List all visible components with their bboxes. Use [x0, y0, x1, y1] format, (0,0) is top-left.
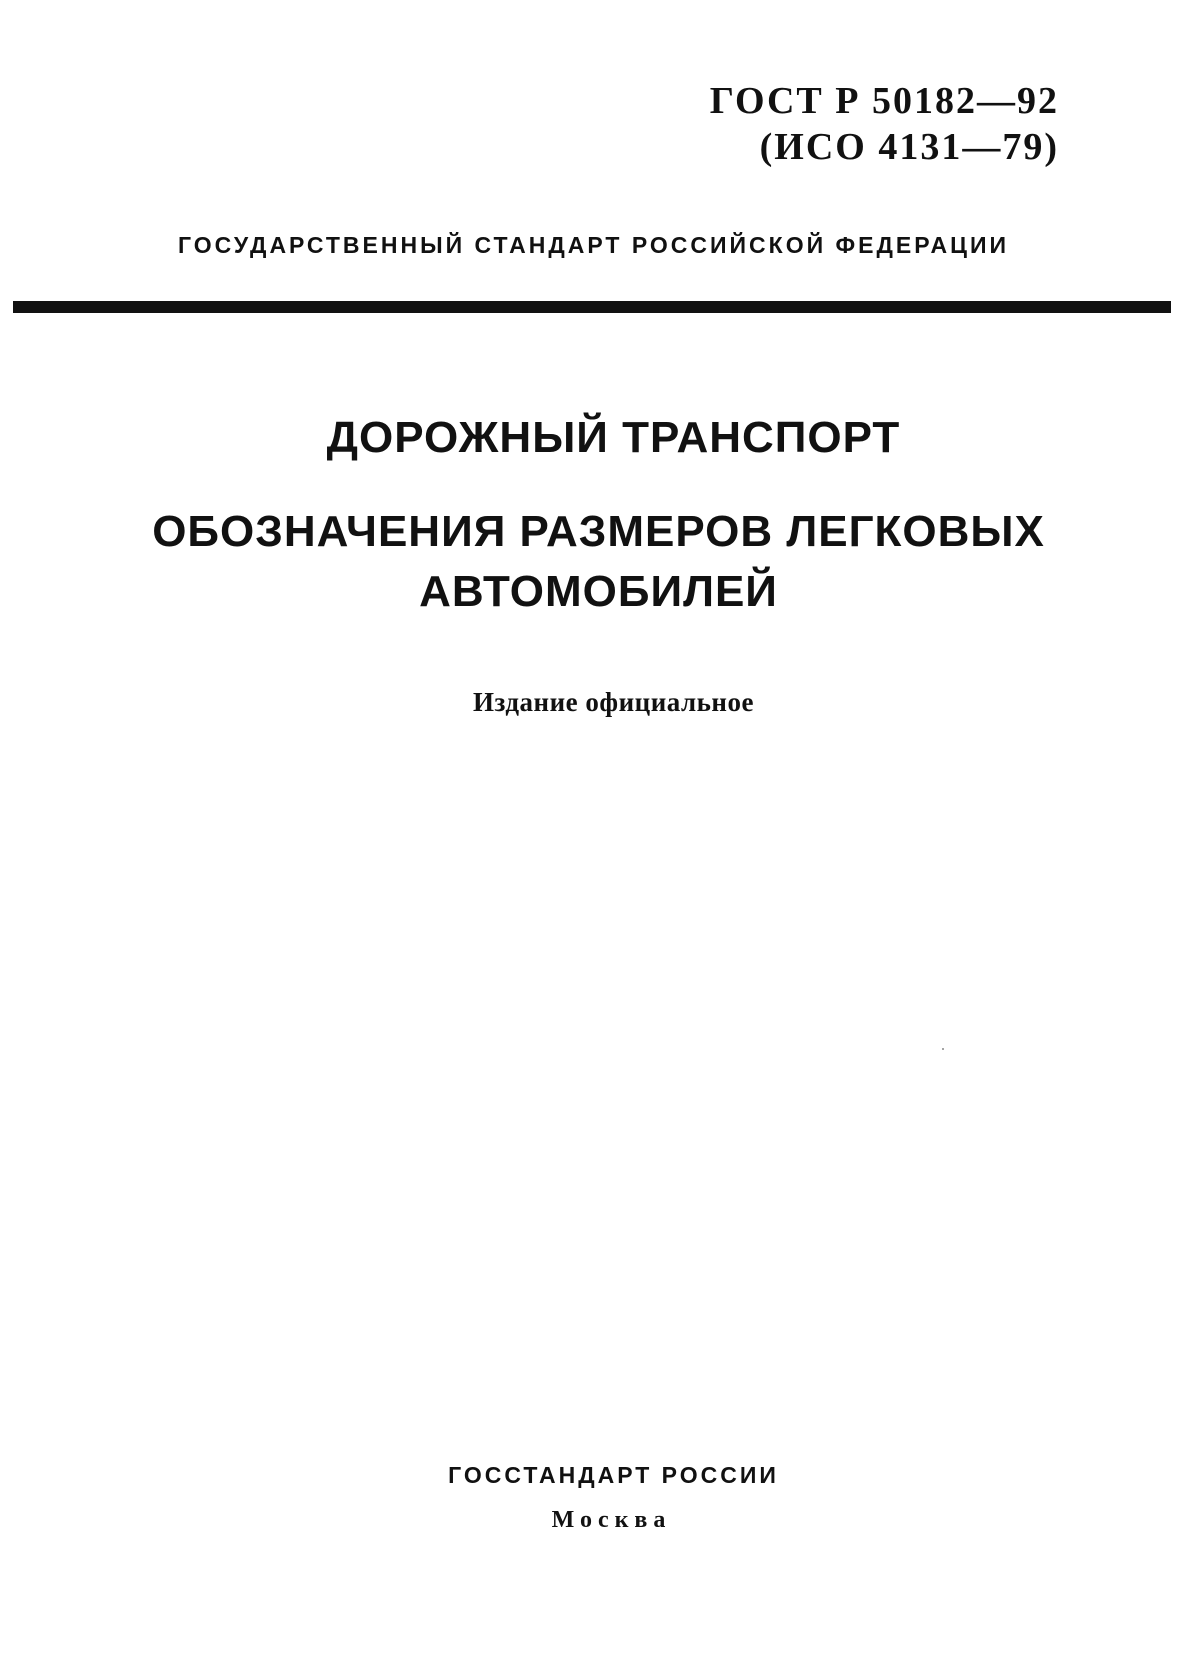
standard-number: ГОСТ Р 50182—92	[709, 80, 1059, 122]
iso-reference: (ИСО 4131—79)	[759, 126, 1059, 168]
title-main: ДОРОЖНЫЙ ТРАНСПОРТ	[326, 413, 901, 462]
publication-city: Москва	[551, 1507, 672, 1533]
title-sub-line-1: ОБОЗНАЧЕНИЯ РАЗМЕРОВ ЛЕГКОВЫХ	[152, 507, 1045, 556]
print-speck	[942, 1048, 944, 1050]
edition-label: Издание официальное	[473, 687, 754, 717]
publisher-name: ГОССТАНДАРТ РОССИИ	[448, 1462, 779, 1488]
header-rule	[13, 301, 1171, 313]
state-standard-banner: ГОСУДАРСТВЕННЫЙ СТАНДАРТ РОССИЙСКОЙ ФЕДЕРАЦИИ	[177, 232, 1010, 258]
document-title	[0, 408, 1187, 622]
title-sub-line-2: АВТОМОБИЛЕЙ	[419, 567, 778, 616]
standard-designation	[710, 78, 1059, 170]
